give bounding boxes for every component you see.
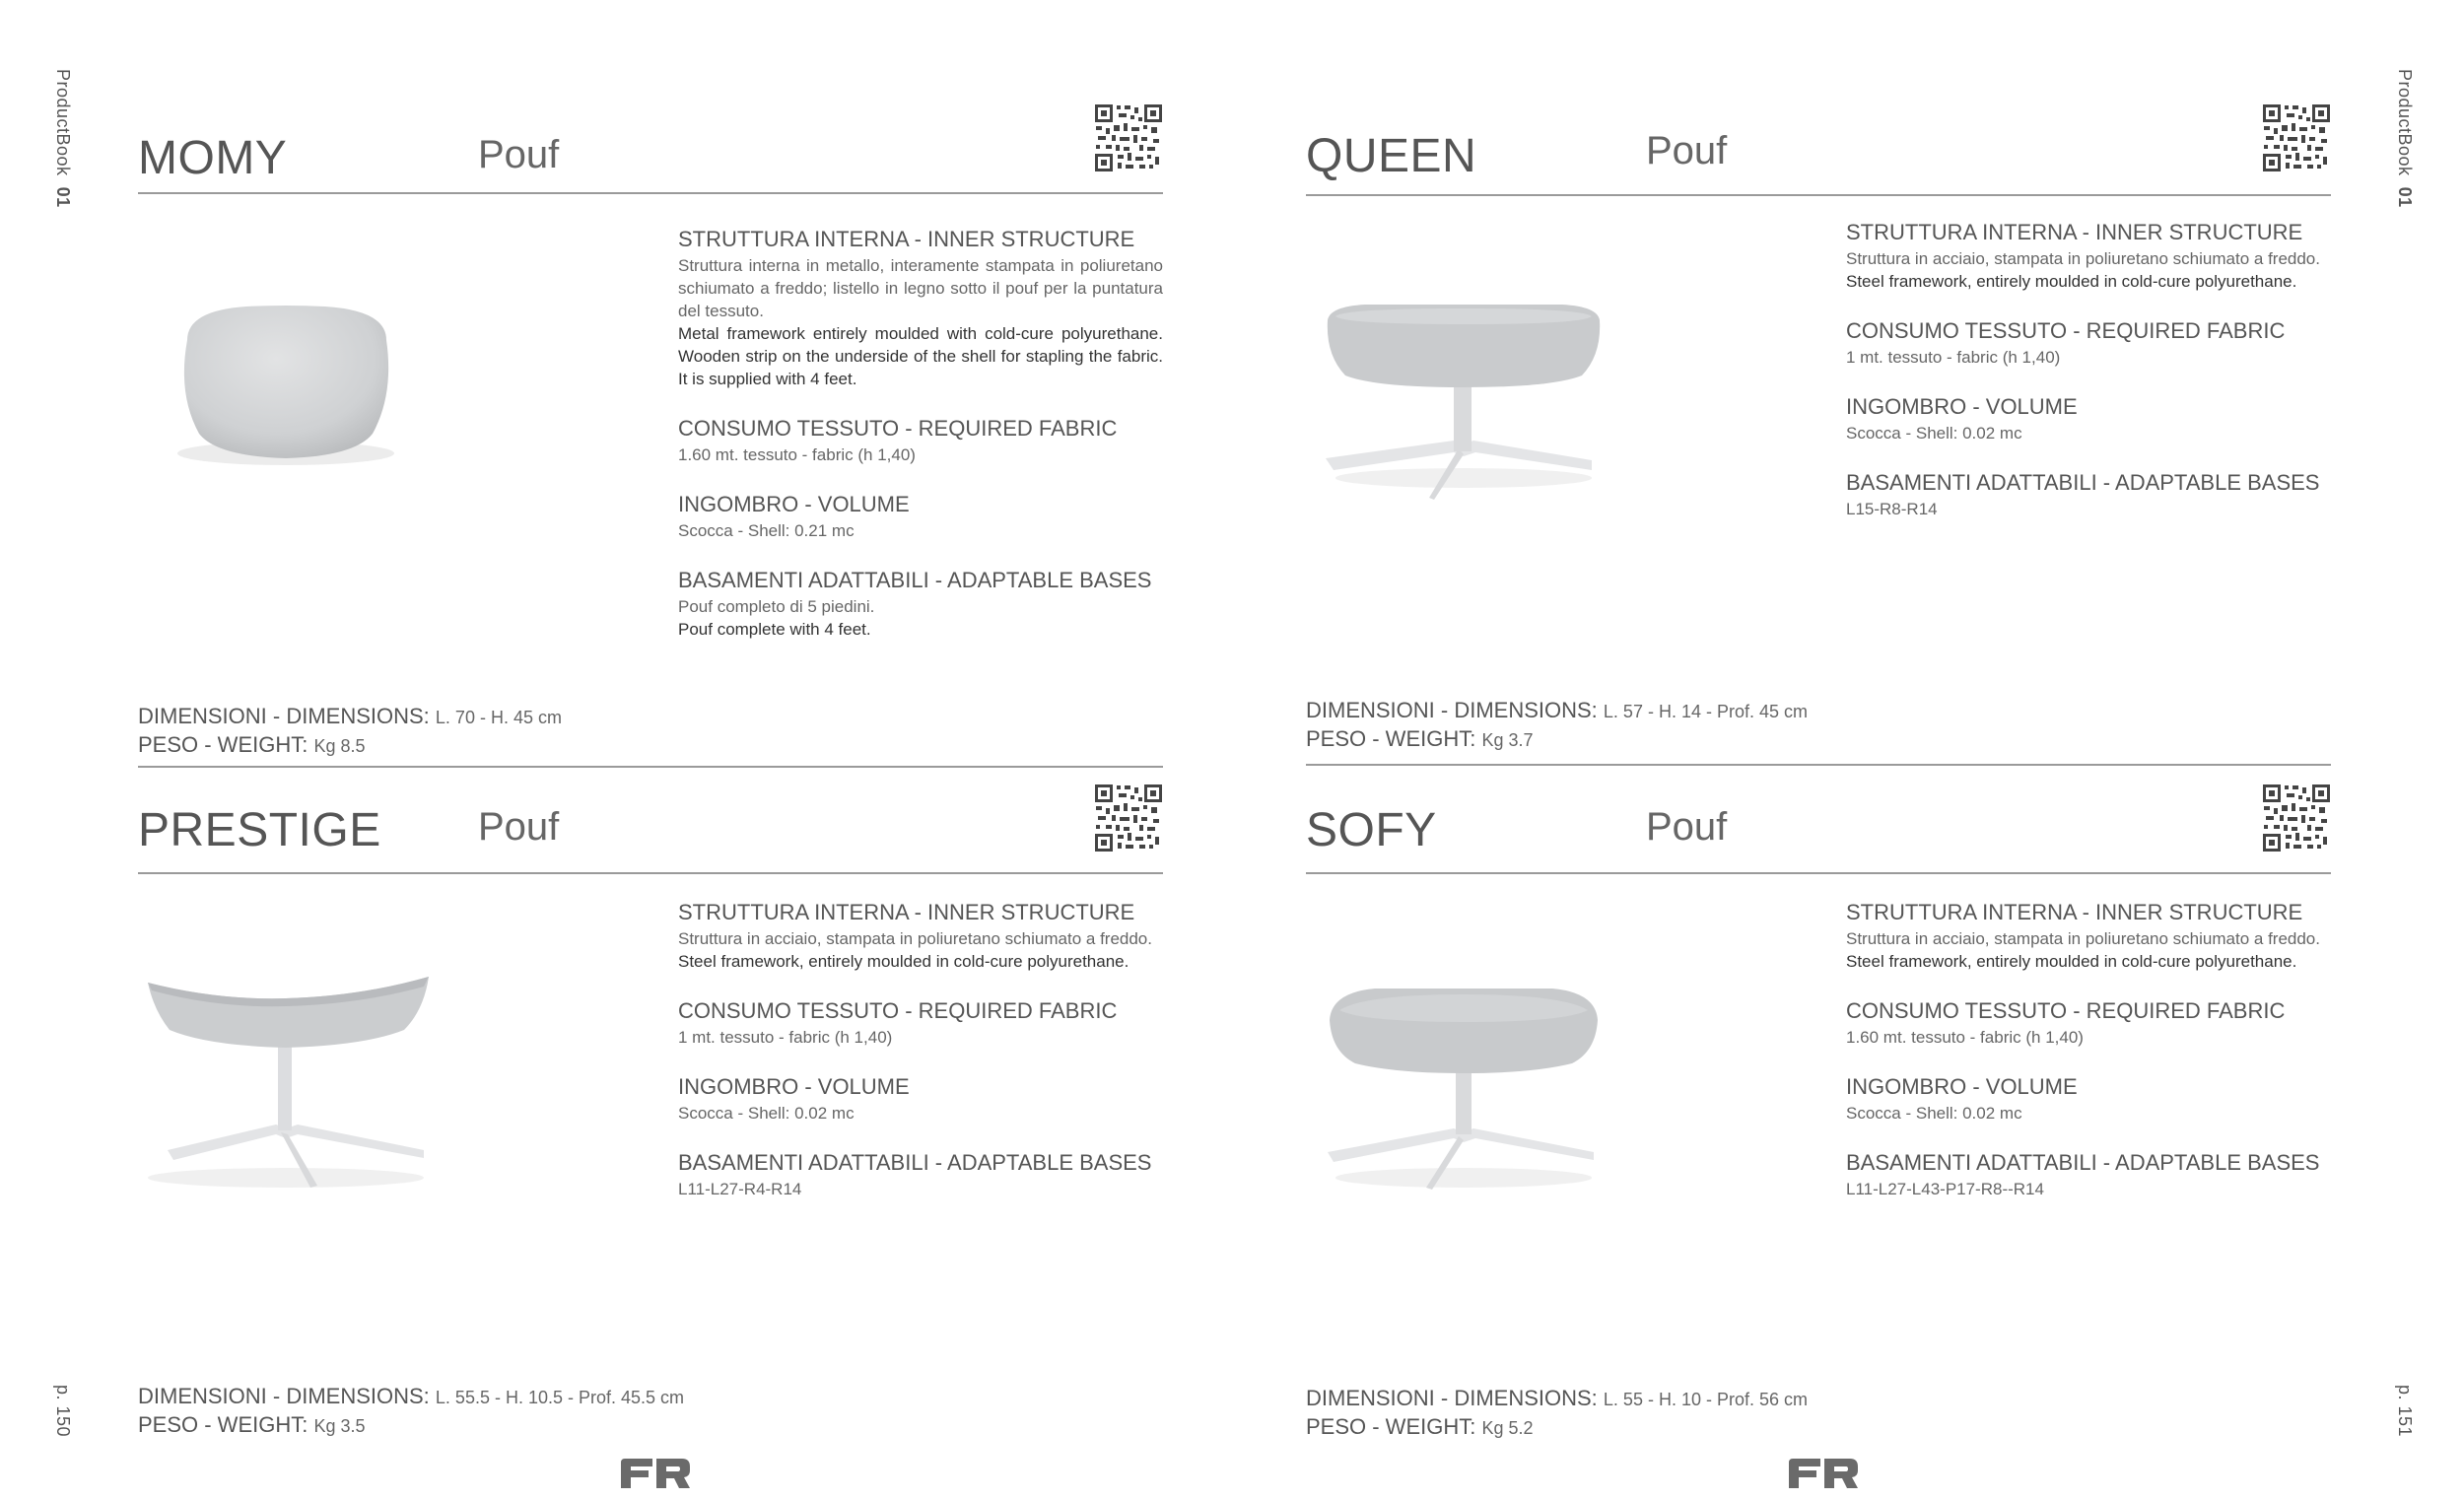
spec-text-en: Steel framework, entirely moulded in cold-cure polyurethane. [1846, 952, 2297, 971]
spec-text: Pouf completo di 5 piedini. [678, 597, 875, 616]
weight-value: Kg 3.7 [1481, 730, 1534, 750]
spec-title: STRUTTURA INTERNA - INNER STRUCTURE [1846, 900, 2303, 924]
weight-value: Kg 8.5 [313, 736, 366, 756]
product-type: Pouf [1646, 805, 1728, 849]
weight-label: PESO - WEIGHT: [138, 1412, 308, 1437]
product-specs [1846, 900, 2331, 1226]
qr-code-icon [2262, 103, 2331, 172]
book-number: 01 [53, 186, 73, 208]
weight-value: Kg 5.2 [1481, 1418, 1534, 1438]
product-header [138, 103, 1163, 194]
spec-title: CONSUMO TESSUTO - REQUIRED FABRIC [678, 998, 1118, 1023]
spec-structure [678, 227, 1163, 390]
spec-text: Scocca - Shell: 0.02 mc [1846, 424, 2022, 443]
spec-fabric [678, 416, 1163, 466]
spec-fabric [678, 998, 1163, 1049]
spec-volume [1846, 1074, 2331, 1125]
spec-title: CONSUMO TESSUTO - REQUIRED FABRIC [1846, 318, 2286, 343]
spec-text-en: Steel framework, entirely moulded in cold-cure polyurethane. [1846, 272, 2297, 291]
spec-structure [1846, 900, 2331, 973]
spec-structure [678, 900, 1163, 973]
product-name: SOFY [1306, 804, 1437, 856]
product-name: PRESTIGE [138, 804, 381, 856]
brand-logo-icon [621, 1459, 690, 1488]
spec-title: INGOMBRO - VOLUME [678, 1074, 910, 1099]
divider [1306, 764, 2331, 766]
dimensions-label: DIMENSIONI - DIMENSIONS: [1306, 698, 1598, 722]
spec-text: 1.60 mt. tessuto - fabric (h 1,40) [1846, 1028, 2084, 1047]
spec-title: BASAMENTI ADATTABILI - ADAPTABLE BASES [678, 1150, 1152, 1175]
book-label: ProductBook [2395, 69, 2415, 176]
spec-text-en: Pouf complete with 4 feet. [678, 620, 871, 639]
product-dimensions [138, 1383, 684, 1440]
product-dimensions [1306, 1385, 1808, 1442]
sofy-pouf-image [1306, 894, 1621, 1209]
dimensions-label: DIMENSIONI - DIMENSIONS: [138, 1384, 430, 1408]
product-momy [138, 103, 1163, 784]
spec-volume [678, 492, 1163, 542]
spec-text: L11-L27-R4-R14 [678, 1180, 802, 1198]
spec-structure [1846, 220, 2331, 293]
product-specs [678, 900, 1163, 1226]
spec-bases [678, 1150, 1163, 1200]
momy-pouf-image [128, 212, 444, 527]
product-type: Pouf [478, 805, 560, 849]
spec-title: BASAMENTI ADATTABILI - ADAPTABLE BASES [678, 568, 1152, 592]
product-name: QUEEN [1306, 130, 1477, 182]
spec-text-it: Struttura in acciaio, stampata in poliuretano schiumato a freddo. [1846, 929, 2320, 948]
spec-text: L15-R8-R14 [1846, 500, 1938, 518]
productbook-label-left [52, 69, 73, 208]
weight-value: Kg 3.5 [313, 1416, 366, 1436]
spec-title: BASAMENTI ADATTABILI - ADAPTABLE BASES [1846, 470, 2320, 495]
spec-title: STRUTTURA INTERNA - INNER STRUCTURE [678, 227, 1135, 251]
spec-text-it: Struttura interna in metallo, interamente stampata in poliuretano schiumato a freddo; listello in legno sotto il pouf per la puntatura del tessuto. [678, 256, 1163, 320]
divider [138, 766, 1163, 768]
weight-label: PESO - WEIGHT: [1306, 1414, 1476, 1439]
spec-fabric [1846, 998, 2331, 1049]
prestige-pouf-image [128, 892, 444, 1207]
dimensions-value: L. 55.5 - H. 10.5 - Prof. 45.5 cm [435, 1388, 685, 1407]
product-prestige [138, 784, 1163, 1464]
spec-bases [678, 568, 1163, 641]
spec-title: INGOMBRO - VOLUME [678, 492, 910, 516]
page-number-right: p. 151 [2395, 1385, 2415, 1438]
product-name: MOMY [138, 132, 288, 184]
spec-text: Scocca - Shell: 0.02 mc [1846, 1104, 2022, 1123]
product-type: Pouf [478, 133, 560, 176]
qr-code-icon [1094, 103, 1163, 172]
spec-title: BASAMENTI ADATTABILI - ADAPTABLE BASES [1846, 1150, 2320, 1175]
spec-text: 1 mt. tessuto - fabric (h 1,40) [1846, 348, 2061, 367]
spec-title: STRUTTURA INTERNA - INNER STRUCTURE [678, 900, 1135, 924]
weight-label: PESO - WEIGHT: [1306, 726, 1476, 751]
spec-title: INGOMBRO - VOLUME [1846, 1074, 2078, 1099]
spec-volume [1846, 394, 2331, 444]
productbook-label-right [2394, 69, 2415, 208]
product-sofy [1306, 784, 2331, 1464]
spec-text-it: Struttura in acciaio, stampata in poliuretano schiumato a freddo. [1846, 249, 2320, 268]
spec-fabric [1846, 318, 2331, 369]
spec-text: Scocca - Shell: 0.02 mc [678, 1104, 855, 1123]
weight-label: PESO - WEIGHT: [138, 732, 308, 757]
queen-pouf-image [1306, 212, 1621, 527]
spec-text: Scocca - Shell: 0.21 mc [678, 521, 855, 540]
spec-text-en: Metal framework entirely moulded with cold-cure polyurethane. Wooden strip on the underside of the shell for stapling the fabric. It is supplied with 4 feet. [678, 324, 1163, 388]
product-header [138, 784, 1163, 874]
product-queen [1306, 103, 2331, 784]
product-header [1306, 784, 2331, 874]
spec-title: CONSUMO TESSUTO - REQUIRED FABRIC [1846, 998, 2286, 1023]
spec-text: 1 mt. tessuto - fabric (h 1,40) [678, 1028, 893, 1047]
dimensions-label: DIMENSIONI - DIMENSIONS: [1306, 1386, 1598, 1410]
spec-text-it: Struttura in acciaio, stampata in poliuretano schiumato a freddo. [678, 929, 1152, 948]
spec-text-en: Steel framework, entirely moulded in cold-cure polyurethane. [678, 952, 1129, 971]
book-number: 01 [2395, 186, 2415, 208]
product-specs [1846, 220, 2331, 546]
dimensions-value: L. 70 - H. 45 cm [435, 708, 562, 727]
dimensions-value: L. 55 - H. 10 - Prof. 56 cm [1603, 1390, 1809, 1409]
product-dimensions [1306, 697, 1808, 754]
spec-title: STRUTTURA INTERNA - INNER STRUCTURE [1846, 220, 2303, 244]
spec-bases [1846, 1150, 2331, 1200]
dimensions-label: DIMENSIONI - DIMENSIONS: [138, 704, 430, 728]
qr-code-icon [2262, 784, 2331, 852]
spec-title: CONSUMO TESSUTO - REQUIRED FABRIC [678, 416, 1118, 441]
product-header [1306, 103, 2331, 196]
spec-title: INGOMBRO - VOLUME [1846, 394, 2078, 419]
product-type: Pouf [1646, 129, 1728, 172]
spec-text: L11-L27-L43-P17-R8--R14 [1846, 1180, 2044, 1198]
product-dimensions [138, 703, 562, 760]
dimensions-value: L. 57 - H. 14 - Prof. 45 cm [1603, 702, 1809, 721]
product-specs [678, 227, 1163, 666]
qr-code-icon [1094, 784, 1163, 852]
brand-logo-icon [1789, 1459, 1858, 1488]
book-label: ProductBook [53, 69, 73, 176]
spec-bases [1846, 470, 2331, 520]
spec-volume [678, 1074, 1163, 1125]
spec-text: 1.60 mt. tessuto - fabric (h 1,40) [678, 445, 916, 464]
page-number-left: p. 150 [53, 1385, 73, 1438]
